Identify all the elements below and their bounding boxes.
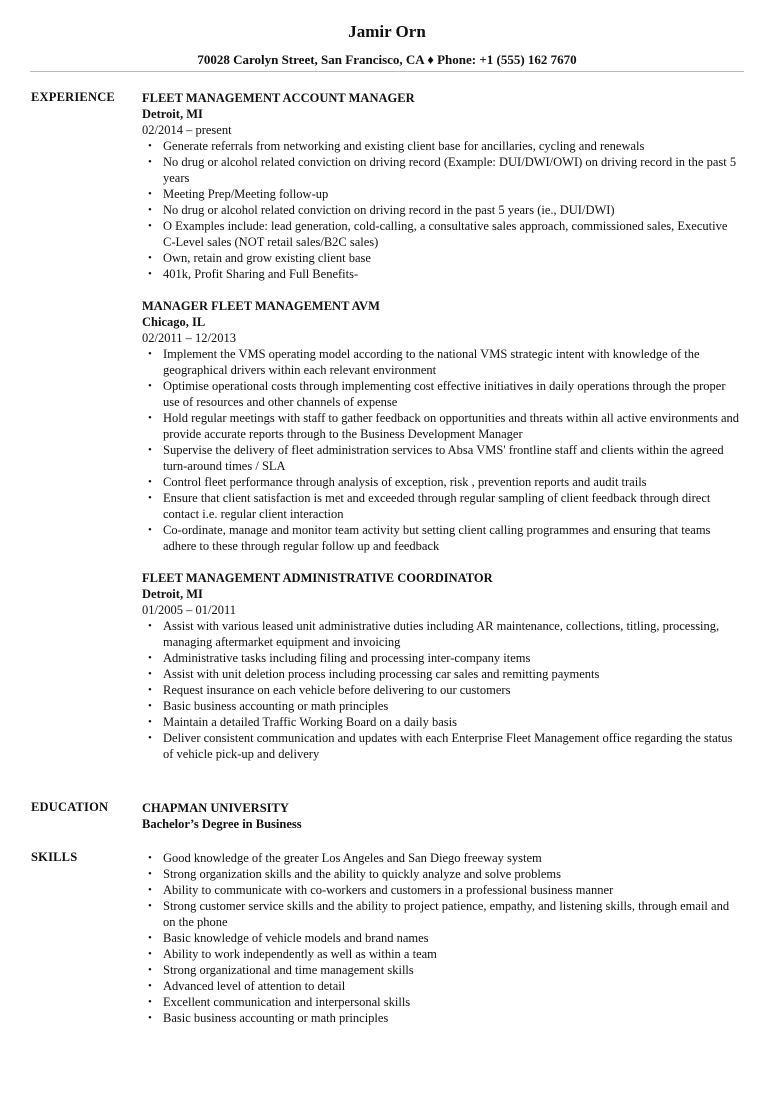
list-item xyxy=(142,962,742,978)
candidate-name: Jamir Orn xyxy=(348,22,426,41)
job-location: Detroit, MI xyxy=(142,107,203,121)
list-item xyxy=(142,698,742,714)
bullet-text: No drug or alcohol related conviction on driving record (Example: DUI/DWI/OWI) on driving record in the past 5 years xyxy=(163,155,737,185)
list-item xyxy=(142,522,742,554)
bullet-text: Request insurance on each vehicle before delivering to our customers xyxy=(163,683,511,697)
bullet-icon: • xyxy=(148,620,152,632)
list-item xyxy=(142,930,742,946)
skills-label: SKILLS xyxy=(31,850,78,864)
list-item xyxy=(142,978,742,994)
bullet-icon: • xyxy=(148,444,152,456)
list-item xyxy=(142,474,742,490)
bullet-icon: • xyxy=(148,700,152,712)
header-divider xyxy=(30,71,744,72)
list-item xyxy=(142,346,742,378)
bullet-icon: • xyxy=(148,1012,152,1024)
bullet-icon: • xyxy=(148,900,152,912)
bullet-text: Own, retain and grow existing client base xyxy=(163,251,371,265)
job-bullets xyxy=(142,618,742,762)
list-item xyxy=(142,650,742,666)
bullet-icon: • xyxy=(148,668,152,680)
bullet-icon: • xyxy=(148,476,152,488)
bullet-text: Administrative tasks including filing and processing inter-company items xyxy=(163,651,531,665)
list-item xyxy=(142,202,742,218)
list-item xyxy=(142,666,742,682)
job-location: Detroit, MI xyxy=(142,587,203,601)
bullet-icon: • xyxy=(148,652,152,664)
experience-body xyxy=(142,90,742,778)
bullet-text: Hold regular meetings with staff to gather feedback on opportunities and threats within all active environments and provide accurate reports through to the Business Development Manager xyxy=(163,411,739,441)
skill-text: Advanced level of attention to detail xyxy=(163,979,346,993)
list-item xyxy=(142,490,742,522)
job-title: FLEET MANAGEMENT ACCOUNT MANAGER xyxy=(142,91,415,105)
job-entry xyxy=(142,90,742,282)
bullet-icon: • xyxy=(148,524,152,536)
list-item xyxy=(142,946,742,962)
bullet-text: O Examples include: lead generation, cold-calling, a consultative sales approach, commissioned sales, Executive C-Level sales (NOT retail sales/B2C sales) xyxy=(163,219,728,249)
job-bullets xyxy=(142,138,742,282)
list-item xyxy=(142,250,742,266)
job-title: MANAGER FLEET MANAGEMENT AVM xyxy=(142,299,380,313)
list-item xyxy=(142,154,742,186)
list-item xyxy=(142,682,742,698)
bullet-icon: • xyxy=(148,980,152,992)
bullet-text: 401k, Profit Sharing and Full Benefits- xyxy=(163,267,359,281)
list-item xyxy=(142,138,742,154)
skill-text: Good knowledge of the greater Los Angeles and San Diego freeway system xyxy=(163,851,542,865)
bullet-icon: • xyxy=(148,252,152,264)
bullet-text: Deliver consistent communication and updates with each Enterprise Fleet Management office regarding the status of vehicle pick-up and delivery xyxy=(163,731,733,761)
school-name: CHAPMAN UNIVERSITY xyxy=(142,801,289,815)
list-item xyxy=(142,218,742,250)
list-item xyxy=(142,186,742,202)
list-item xyxy=(142,730,742,762)
bullet-text: Basic business accounting or math principles xyxy=(163,699,389,713)
bullet-icon: • xyxy=(148,140,152,152)
bullet-icon: • xyxy=(148,492,152,504)
job-entry xyxy=(142,570,742,762)
list-item xyxy=(142,898,742,930)
bullet-icon: • xyxy=(148,964,152,976)
list-item xyxy=(142,1010,742,1026)
bullet-icon: • xyxy=(148,412,152,424)
list-item xyxy=(142,410,742,442)
bullet-icon: • xyxy=(148,188,152,200)
bullet-icon: • xyxy=(148,884,152,896)
bullet-icon: • xyxy=(148,268,152,280)
bullet-text: Maintain a detailed Traffic Working Board on a daily basis xyxy=(163,715,457,729)
bullet-text: Assist with various leased unit administrative duties including AR maintenance, collections, titling, processing, managing aftermarket equipment and invoicing xyxy=(163,619,720,649)
bullet-icon: • xyxy=(148,348,152,360)
list-item xyxy=(142,378,742,410)
skill-text: Excellent communication and interpersonal skills xyxy=(163,995,411,1009)
degree-name: Bachelor’s Degree in Business xyxy=(142,817,302,831)
job-dates: 02/2014 – present xyxy=(142,123,232,137)
skill-text: Strong organization skills and the ability to quickly analyze and solve problems xyxy=(163,867,561,881)
skill-text: Basic business accounting or math principles xyxy=(163,1011,389,1025)
job-dates: 02/2011 – 12/2013 xyxy=(142,331,236,345)
contact-line: 70028 Carolyn Street, San Francisco, CA ♦ Phone: +1 (555) 162 7670 xyxy=(197,52,577,67)
bullet-icon: • xyxy=(148,156,152,168)
list-item xyxy=(142,618,742,650)
bullet-icon: • xyxy=(148,204,152,216)
bullet-icon: • xyxy=(148,948,152,960)
job-location: Chicago, IL xyxy=(142,315,206,329)
bullet-icon: • xyxy=(148,220,152,232)
bullet-icon: • xyxy=(148,996,152,1008)
list-item xyxy=(142,266,742,282)
bullet-text: Supervise the delivery of fleet administration services to Absa VMS' frontline staff and clients within the agreed turn-around times / SLA xyxy=(163,443,724,473)
bullet-text: Ensure that client satisfaction is met and exceeded through regular sampling of client feedback through direct contact i.e. regular client interaction xyxy=(163,491,711,521)
bullet-text: Meeting Prep/Meeting follow-up xyxy=(163,187,329,201)
bullet-icon: • xyxy=(148,732,152,744)
list-item xyxy=(142,882,742,898)
list-item xyxy=(142,994,742,1010)
bullet-text: Implement the VMS operating model according to the national VMS strategic intent with knowledge of the geographical drivers within each relevant environment xyxy=(163,347,700,377)
skills-list xyxy=(142,850,742,1026)
bullet-text: Generate referrals from networking and existing client base for ancillaries, cycling and renewals xyxy=(163,139,645,153)
job-bullets xyxy=(142,346,742,554)
bullet-text: Optimise operational costs through implementing cost effective initiatives in daily operations through the proper use of resources and other channels of expense xyxy=(163,379,726,409)
bullet-icon: • xyxy=(148,852,152,864)
bullet-icon: • xyxy=(148,684,152,696)
bullet-text: Assist with unit deletion process including processing car sales and remitting payments xyxy=(163,667,600,681)
list-item xyxy=(142,866,742,882)
bullet-text: Control fleet performance through analysis of exception, risk , prevention reports and audit trails xyxy=(163,475,647,489)
skill-text: Basic knowledge of vehicle models and brand names xyxy=(163,931,429,945)
skill-text: Strong customer service skills and the ability to project patience, empathy, and listening skills, through email and on the phone xyxy=(163,899,730,929)
bullet-icon: • xyxy=(148,932,152,944)
experience-label: EXPERIENCE xyxy=(31,90,115,104)
list-item xyxy=(142,850,742,866)
job-entry xyxy=(142,298,742,554)
list-item xyxy=(142,714,742,730)
bullet-text: No drug or alcohol related conviction on driving record in the past 5 years (ie., DUI/DWI) xyxy=(163,203,615,217)
bullet-text: Co-ordinate, manage and monitor team activity but setting client calling programmes and ensuring that teams adhere to these through regular follow up and feedback xyxy=(163,523,711,553)
bullet-icon: • xyxy=(148,380,152,392)
skill-text: Ability to work independently as well as within a team xyxy=(163,947,437,961)
education-label: EDUCATION xyxy=(31,800,109,814)
job-dates: 01/2005 – 01/2011 xyxy=(142,603,236,617)
job-title: FLEET MANAGEMENT ADMINISTRATIVE COORDINATOR xyxy=(142,571,493,585)
skills-body xyxy=(142,850,742,1026)
list-item xyxy=(142,442,742,474)
education-body xyxy=(142,800,742,832)
skill-text: Strong organizational and time management skills xyxy=(163,963,414,977)
skill-text: Ability to communicate with co-workers and customers in a professional business manner xyxy=(163,883,614,897)
bullet-icon: • xyxy=(148,868,152,880)
bullet-icon: • xyxy=(148,716,152,728)
